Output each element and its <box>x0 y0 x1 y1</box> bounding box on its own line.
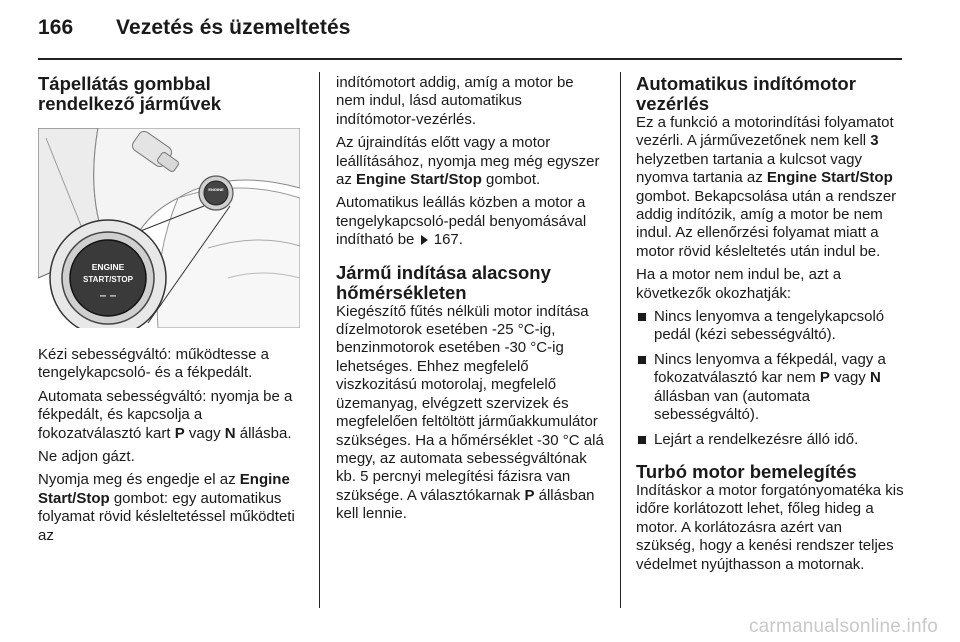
list-item: Lejárt a rendelkezésre álló idő. <box>636 431 904 449</box>
page-reference: 167. <box>433 231 463 249</box>
column-1 <box>38 74 304 550</box>
bullet-square-icon <box>638 313 646 321</box>
paragraph-causes: Ha a motor nem indul be, azt a következők okozhatják: <box>636 266 842 302</box>
list-item: Nincs lenyomva a fékpedál, vagy a fokozatválasztó kar nem P vagy N állásban van (automata sebességváltó). <box>636 351 904 425</box>
list-item: Nincs lenyomva a tengelykapcsoló pedál (kézi sebességváltó). <box>636 308 904 345</box>
inset-button-label-2: START/STOP <box>83 275 133 284</box>
paragraph-manual: Kézi sebességváltó: működtesse a tengelykapcsoló- és a fékpedált. <box>38 346 269 382</box>
section-heading-auto-starter: Automatikus indítómotor vezérlés <box>636 73 856 114</box>
page-reference-arrow-icon <box>421 235 428 245</box>
section-heading-turbo: Turbó motor bemelegítés <box>636 460 857 482</box>
paragraph-turbo: Indításkor a motor forgatónyomatéka kis időre korlátozott lehet, főleg hideg a motor. A korlátozásra azért van szükség, hogy a kenési rendszer teljes védelmet nyújthasson a motornak. <box>636 481 904 573</box>
page-title: Vezetés és üzemeltetés <box>116 16 351 39</box>
paragraph-autostop: Automatikus leállás közben a motor a tengelykapcsoló-pedál benyomásával indítható be 167. <box>336 194 587 249</box>
paragraph-continuation: indítómotort addig, amíg a motor be nem indul, lásd automatikus indítómotor-vezérlés. <box>336 74 574 128</box>
bullet-square-icon <box>638 356 646 364</box>
section-heading-cold-start: Jármű indítása alacsony hőmérsékleten <box>336 261 551 303</box>
paragraph-no-gas: Ne adjon gázt. <box>38 448 135 466</box>
inset-button-label-1: ENGINE <box>91 262 125 272</box>
column-2 <box>336 74 606 529</box>
paragraph-cold-start: Kiegészítő fűtés nélküli motor indítása dízelmotorok esetében -25 °C-ig, benzinmotorok esetében -30 °C-ig lehetséges. Ehhez megfelelő viszkozitású motorolaj, megfelelő üzemanyag, elvégzett szervizek és megfelelően feltöltött járműakkumulátor szükséges. Ha a hőmérséklet -30 °C alá megy, az automata sebességváltónak kb. 5 percnyi melegítési fázisra van szüksége. A választókarnak P állásban kell lennie. <box>336 302 604 523</box>
section-heading-power-button: Tápellátás gombbal rendelkező járművek <box>38 73 222 114</box>
small-button-label: ENGINE <box>208 187 224 192</box>
paragraph-restart: Az újraindítás előtt vagy a motor leállításához, nyomja meg még egyszer az Engine Start/Stop gombot. <box>336 134 600 189</box>
column-3 <box>636 74 904 579</box>
start-stop-button-illustration <box>38 128 300 328</box>
watermark: carmanualsonline.info <box>748 616 938 637</box>
inset-button-indicators: – – <box>99 288 117 302</box>
column-divider-2 <box>620 72 621 608</box>
header-rule <box>38 58 902 60</box>
paragraph-press-button: Nyomja meg és engedje el az Engine Start/Stop gombot: egy automatikus folyamat rövid késleltetéssel működteti az <box>38 471 295 544</box>
paragraph-automatic: Automata sebességváltó: nyomja be a fékpedált, és kapcsolja a fokozatválasztó kart P vagy N állásba. <box>38 387 293 442</box>
causes-list <box>636 308 904 449</box>
bullet-square-icon <box>638 436 646 444</box>
column-divider-1 <box>319 72 320 608</box>
page-number: 166 <box>38 16 74 39</box>
paragraph-auto-starter: Ez a funkció a motorindítási folyamatot vezérli. A járművezetőnek nem kell 3 helyzetben tartania a kulcsot vagy nyomva tartania az Engine Start/Stop gombot. Bekapcsolása után a rendszer addig indítózik, amíg a motor be nem indul. Az ellenőrzési folyamat miatt a motor rövid késleltetés után indul be. <box>636 114 897 260</box>
page-header <box>38 16 351 40</box>
